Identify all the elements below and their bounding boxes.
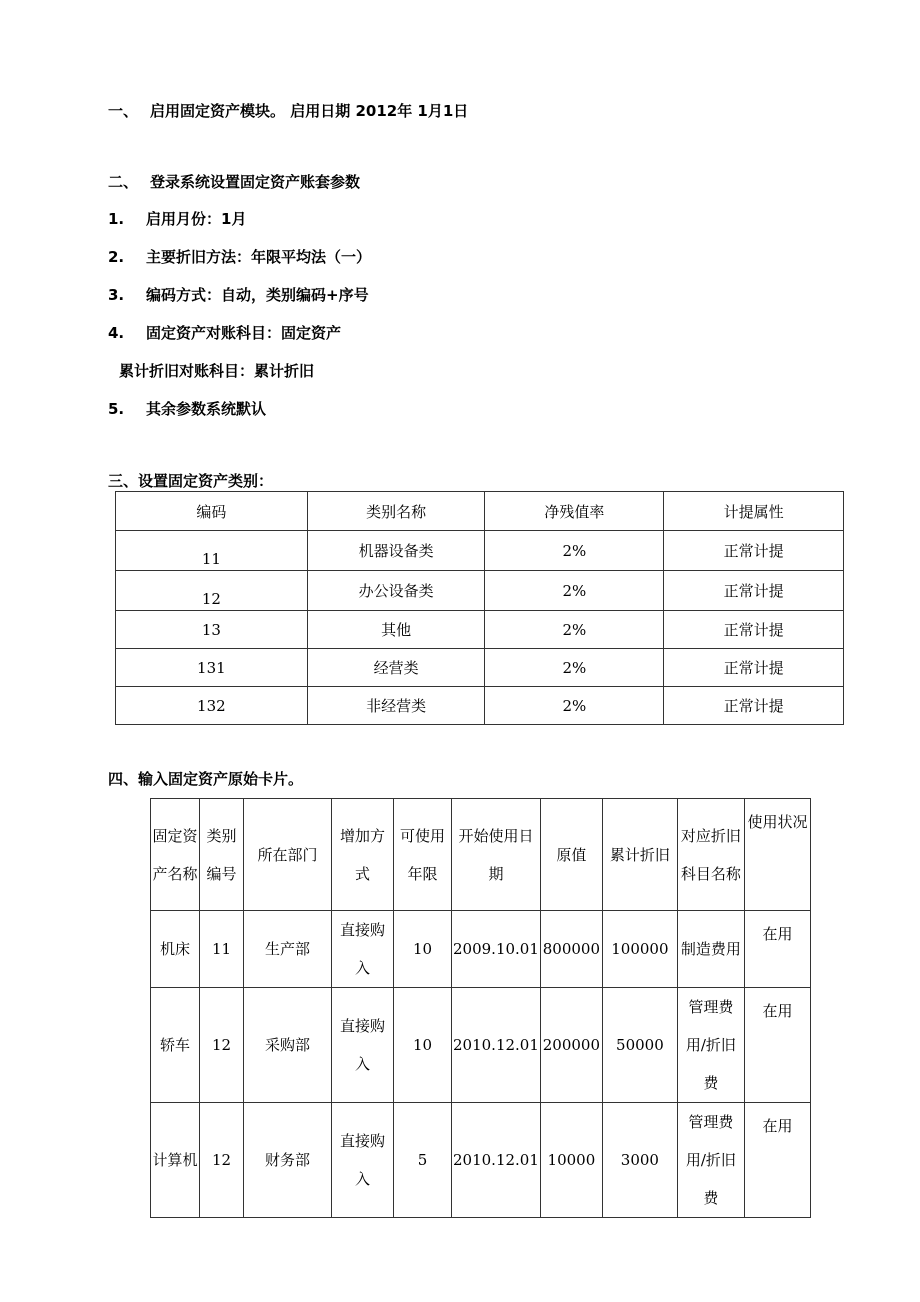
table-row: 13 其他 2% 正常计提 xyxy=(116,611,844,649)
section2-heading xyxy=(108,172,360,192)
table-header-row xyxy=(151,799,811,911)
header-cell: 类别名称 xyxy=(307,492,485,531)
section3-title: 三、设置固定资产类别： xyxy=(108,472,274,490)
header-cell: 净残值率 xyxy=(485,492,664,531)
table-row: 计算机 12 财务部 直接购入 5 2010.12.01 10000 3000 管理费用/折旧费 在用 xyxy=(151,1103,811,1218)
header-cell: 使用状况 xyxy=(744,799,810,911)
param-item-2: 2. 主要折旧方法：年限平均法（一） xyxy=(108,248,372,266)
header-cell: 类别编号 xyxy=(200,799,244,911)
param-item-5: 5. 其余参数系统默认 xyxy=(108,400,267,418)
param-item-1: 1. 启用月份：1月 xyxy=(108,210,247,228)
table-row: 12 办公设备类 2% 正常计提 xyxy=(116,571,844,611)
header-cell: 可使用年限 xyxy=(394,799,452,911)
header-cell: 增加方式 xyxy=(332,799,394,911)
section2-title: 登录系统设置固定资产账套参数 xyxy=(150,173,361,191)
header-cell: 原值 xyxy=(540,799,602,911)
param-item-3: 3. 编码方式：自动，类别编码+序号 xyxy=(108,286,369,304)
table-row: 131 经营类 2% 正常计提 xyxy=(116,649,844,687)
param-item-4: 4. 固定资产对账科目：固定资产 xyxy=(108,324,342,342)
asset-card-table xyxy=(150,798,811,1218)
header-cell: 编码 xyxy=(116,492,308,531)
table-row: 轿车 12 采购部 直接购入 10 2010.12.01 200000 50000 管理费用/折旧费 在用 xyxy=(151,988,811,1103)
table-row: 机床 11 生产部 直接购入 10 2009.10.01 800000 100000 制造费用 在用 xyxy=(151,911,811,988)
section4-title: 四、输入固定资产原始卡片。 xyxy=(108,770,304,788)
header-cell: 开始使用日期 xyxy=(452,799,541,911)
param-item-4b: 累计折旧对账科目：累计折旧 xyxy=(119,362,315,380)
table-row: 11 机器设备类 2% 正常计提 xyxy=(116,531,844,571)
asset-category-table xyxy=(115,491,844,725)
header-cell: 累计折旧 xyxy=(602,799,677,911)
section1-line xyxy=(108,101,468,121)
header-cell: 所在部门 xyxy=(244,799,332,911)
header-cell: 计提属性 xyxy=(664,492,844,531)
section1-number: 一、 xyxy=(108,102,139,120)
header-cell: 固定资产名称 xyxy=(151,799,200,911)
section1-text: 启用固定资产模块。 启用日期 2012年 1月1日 xyxy=(150,102,469,120)
table-row: 132 非经营类 2% 正常计提 xyxy=(116,687,844,725)
header-cell: 对应折旧科目名称 xyxy=(677,799,744,911)
table-header-row xyxy=(116,492,844,531)
section2-number: 二、 xyxy=(108,173,139,191)
